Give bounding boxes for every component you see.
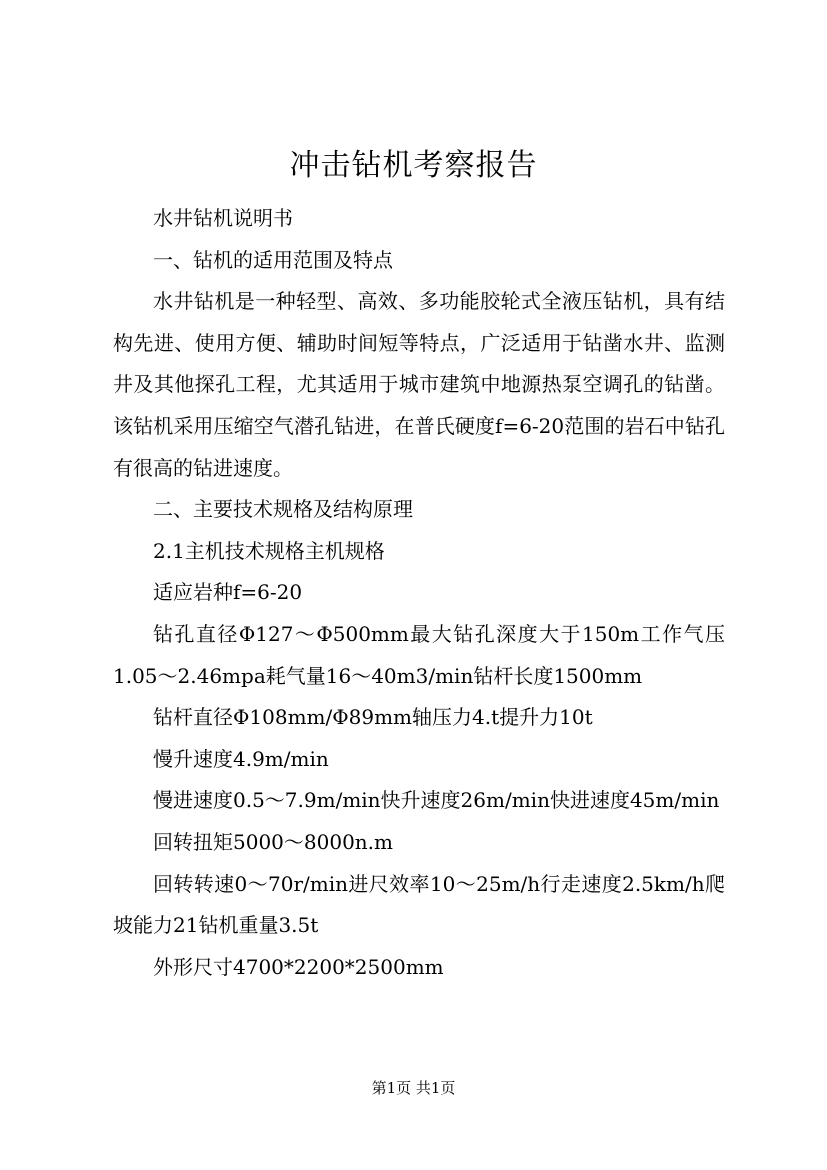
paragraph-section-1-heading: 一、钻机的适用范围及特点 xyxy=(153,247,393,272)
paragraph-rock-type: 适应岩种f=6-20 xyxy=(153,580,303,605)
paragraph-slow-lift-speed: 慢升速度4.9m/min xyxy=(153,746,329,771)
paragraph-drill-description: 水井钻机是一种轻型、高效、多功能胶轮式全液压钻机，具有结构先进、使用方便、辅助时间短等特点，广泛适用于钻凿水井、监测井及其他探孔工程，尤其适用于城市建筑中地源热泵空调孔的钻凿。该钻机采用压缩空气潜孔钻进，在普氏硬度f=6-20范围的岩石中钻孔有很高的钻进速度。 xyxy=(113,289,725,480)
document-body xyxy=(113,198,725,988)
paragraph-rotary-torque: 回转扭矩5000～8000n.m xyxy=(153,829,393,854)
document-title: 冲击钻机考察报告 xyxy=(289,148,538,183)
paragraph-manual-heading: 水井钻机说明书 xyxy=(153,206,293,230)
paragraph-spec-heading: 2.1主机技术规格主机规格 xyxy=(153,538,385,563)
paragraph-rod-diameter: 钻杆直径Φ108mm/Φ89mm轴压力4.t提升力10t xyxy=(153,705,593,730)
paragraph-hole-diameter: 钻孔直径Φ127～Φ500mm最大钻孔深度大于150m工作气压1.05～2.46mpa耗气量16～40m3/min钻杆长度1500mm xyxy=(113,621,725,688)
paragraph-feed-speeds: 慢进速度0.5～7.9m/min快升速度26m/min快进速度45m/min xyxy=(153,788,720,813)
page-footer: 第1页 共1页 xyxy=(371,1079,456,1097)
paragraph-section-2-heading: 二、主要技术规格及结构原理 xyxy=(153,497,413,522)
paragraph-rotary-speed: 回转转速0～70r/min进尺效率10～25m/h行走速度2.5km/h爬坡能力21钻机重量3.5t xyxy=(113,871,725,938)
paragraph-dimensions: 外形尺寸4700*2200*2500mm xyxy=(153,954,444,979)
